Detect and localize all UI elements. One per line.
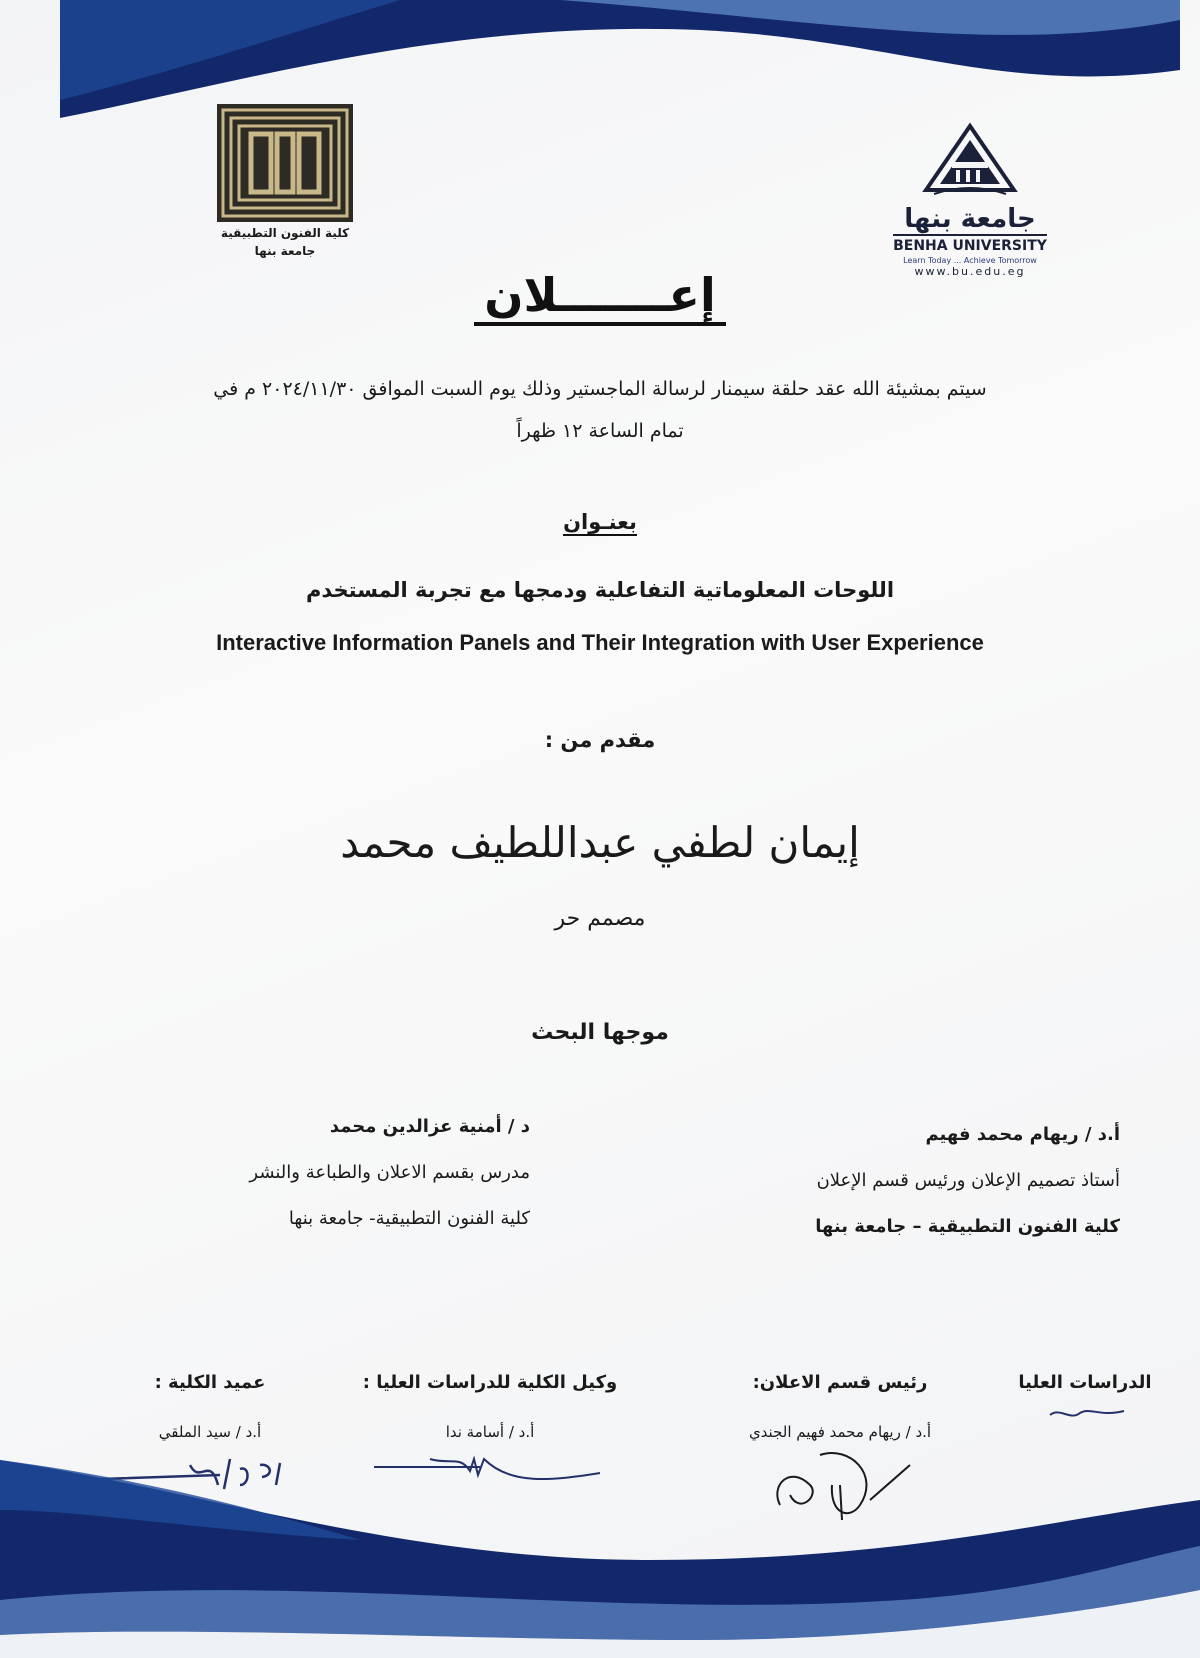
presenter-name: إيمان لطفي عبداللطيف محمد <box>340 818 860 867</box>
supervisor-2-name: د / أمنية عزالدين محمد <box>329 1116 530 1137</box>
faculty-logo-caption-2: جامعة بنها <box>254 244 316 258</box>
supervisor-1-name: أ.د / ريهام محمد فهيم <box>925 1124 1120 1145</box>
signatory-vice-dean-title: وكيل الكلية للدراسات العليا : <box>362 1372 618 1393</box>
supervisor-1-affiliation: كلية الفنون التطبيقية – جامعة بنها <box>815 1216 1120 1237</box>
thesis-title-en: Interactive Information Panels and Their Integration with User Experience <box>216 630 984 655</box>
presenter-role: مصمم حر <box>554 906 646 931</box>
supervisor-1-title: أستاذ تصميم الإعلان ورئيس قسم الإعلان <box>816 1170 1120 1191</box>
subject-label-text: بعنـوان <box>563 510 637 534</box>
signatory-dean-title: عميد الكلية : <box>154 1372 266 1393</box>
postgrad-signature-icon <box>1040 1397 1130 1427</box>
signatory-vice-dean-name: أ.د / أسامة ندا <box>445 1423 535 1441</box>
supervisor-2-title: مدرس بقسم الاعلان والطباعة والنشر <box>249 1162 530 1183</box>
university-emblem-icon <box>920 122 1020 198</box>
university-tagline: Learn Today ... Achieve Tomorrow <box>903 256 1037 265</box>
top-wave-decoration <box>0 0 1200 130</box>
university-name-en: BENHA UNIVERSITY <box>893 234 1047 254</box>
presented-by-label: مقدم من : <box>544 728 656 752</box>
signatory-postgrad <box>1000 1372 1170 1427</box>
thesis-title-ar: اللوحات المعلوماتية التفاعلية ودمجها مع تجربة المستخدم <box>305 578 895 602</box>
signatory-postgrad-title: الدراسات العليا <box>1018 1372 1152 1393</box>
university-logo <box>880 122 1060 278</box>
supervisor-1 <box>640 1112 1120 1250</box>
intro-line-2: تمام الساعة ١٢ ظهراً <box>516 420 684 442</box>
signatory-dean-name: أ.د / سيد الملقي <box>158 1423 262 1441</box>
supervisor-2 <box>100 1104 530 1242</box>
university-website: www.bu.edu.eg <box>914 265 1026 278</box>
subject-label <box>0 510 1200 534</box>
intro-line-1: سيتم بمشيئة الله عقد حلقة سيمنار لرسالة الماجستير وذلك يوم السبت الموافق ٢٠٢٤/١١/٣٠ م في <box>213 378 987 400</box>
signatory-dept-head-title: رئيس قسم الاعلان: <box>752 1372 928 1393</box>
faculty-logo-caption-1: كلية الفنون التطبيقية <box>220 226 350 240</box>
faculty-logo <box>215 104 355 258</box>
heading-text: إعـــــــلان <box>474 268 725 326</box>
faculty-emblem-icon <box>217 104 353 222</box>
supervisor-2-affiliation: كلية الفنون التطبيقية- جامعة بنها <box>288 1208 530 1229</box>
supervisors-label: موجها البحث <box>531 1020 669 1045</box>
signatory-dept-head-name: أ.د / ريهام محمد فهيم الجندي <box>748 1423 932 1441</box>
announcement-heading <box>0 268 1200 322</box>
university-name-ar: جامعة بنها <box>904 204 1036 234</box>
bottom-wave-decoration <box>0 1450 1200 1658</box>
